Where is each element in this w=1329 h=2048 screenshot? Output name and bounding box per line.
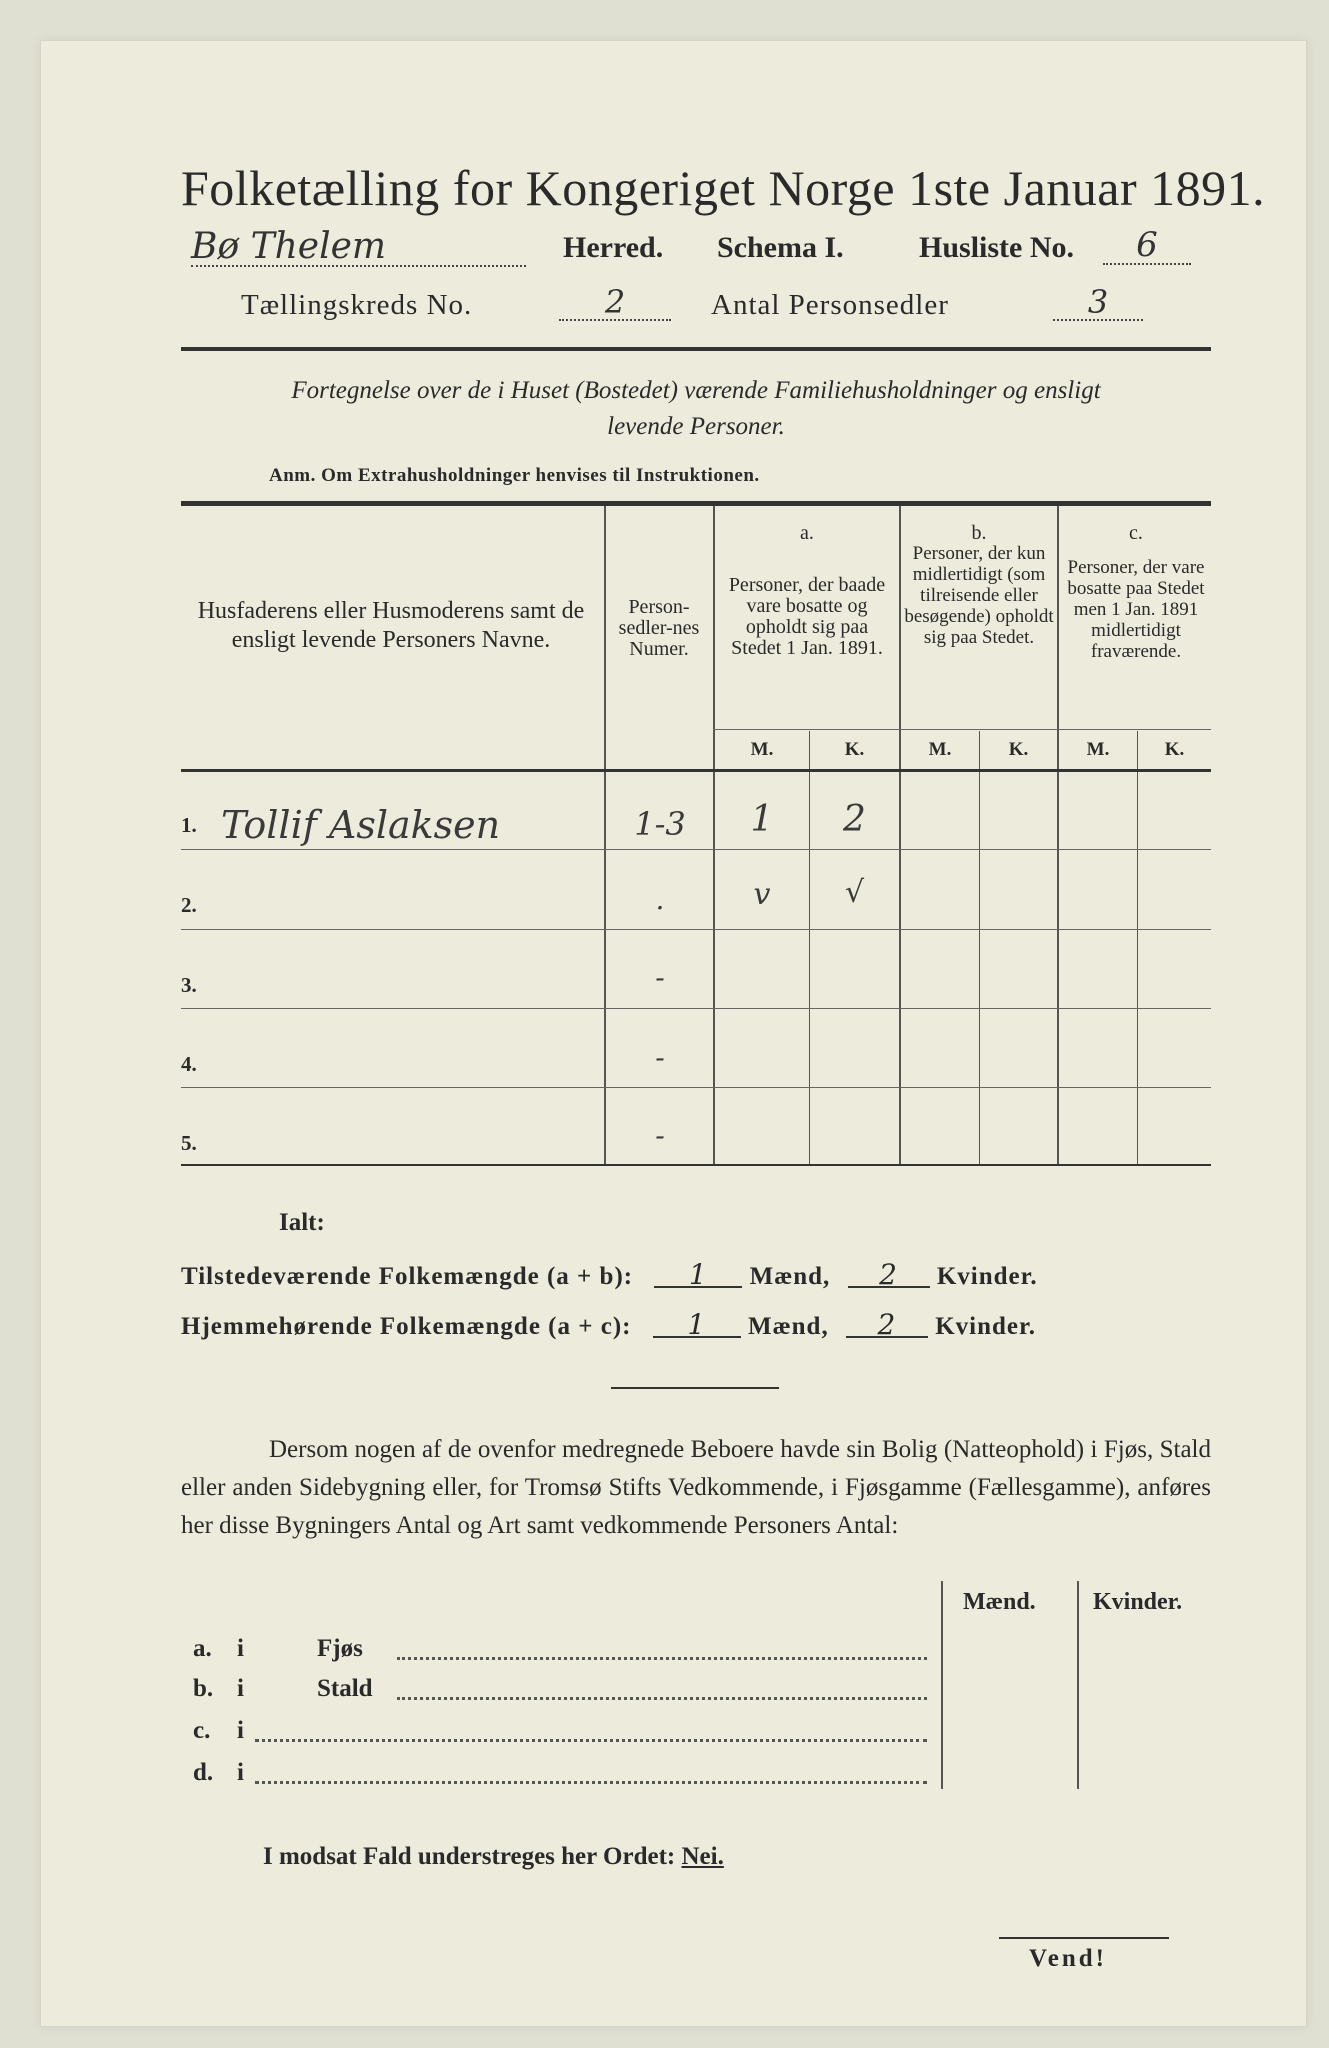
dotted-leader [397,1697,927,1700]
totals-row-present [181,1258,1038,1291]
row-number: 3. [181,973,197,997]
totals-present-kvinder: Kvinder. [936,1263,1038,1290]
totals-resident-k: 2 [846,1314,928,1338]
kreds-value: 2 [559,285,671,321]
vend-label: Vend! [1029,1945,1107,1972]
col-a-letter: a. [800,522,814,544]
col-a-m: M. [750,739,774,760]
buildings-divider [1077,1581,1079,1789]
buildings-row-i: i [237,1675,244,1702]
buildings-col-kvinder: Kvinder. [1093,1589,1183,1615]
row-rule [181,1087,1211,1088]
totals-present-maend: Mænd, [749,1263,831,1290]
intro-line-1: Fortegnelse over de i Huset (Bostedet) værende Familiehusholdninger og ensligt [291,377,1101,404]
col-b-m: M. [928,739,952,760]
row-numer: - [655,1041,665,1074]
row-number: 1. [181,813,197,837]
row-a-m: v [753,877,771,912]
row-a-m: 1 [750,799,774,840]
husliste-value: 6 [1103,227,1191,265]
census-form-page [40,40,1307,2027]
row-rule [181,849,1211,850]
header-rule [181,347,1211,351]
intro-line-2: levende Personer. [607,413,785,440]
personsedler-label: Antal Personsedler [711,289,949,321]
row-numer: - [655,1119,665,1152]
col-b-k: K. [1008,739,1029,760]
totals-present-label: Tilstedeværende Folkemængde (a + b): [181,1263,634,1290]
mk-divider [1137,731,1138,1164]
col-b-letter: b. [971,522,987,544]
mk-divider [979,731,980,1164]
row-numer: 1-3 [634,805,686,843]
table-divider [604,506,606,1164]
row-number: 2. [181,893,197,917]
personsedler-value: 3 [1053,285,1143,321]
buildings-col-maend: Mænd. [963,1589,1036,1615]
buildings-divider [941,1581,943,1789]
table-divider [899,506,901,1164]
footer-word-nei: Nei. [681,1843,724,1870]
row-name: Tollif Aslaksen [221,803,501,847]
row-number: 4. [181,1052,197,1076]
kreds-label: Tællingskreds No. [241,289,473,321]
row-numer: . [655,883,665,916]
buildings-row-letter: a. [193,1635,212,1662]
totals-resident-kvinder: Kvinder. [935,1313,1037,1340]
buildings-row-i: i [237,1759,244,1786]
header-bottom-rule [181,769,1211,772]
separator-rule [611,1387,779,1389]
dotted-leader [255,1739,927,1742]
col-c-k: K. [1164,739,1185,760]
row-number: 5. [181,1131,197,1155]
totals-resident-m: 1 [653,1314,741,1338]
table-divider [1057,506,1059,1164]
mk-divider [809,731,810,1164]
herred-value: Bø Thelem [191,229,526,267]
totals-resident-label: Hjemmehørende Folkemængde (a + c): [181,1313,632,1340]
footer-text: I modsat Fald understreges her Ordet: [263,1843,676,1870]
totals-present-k: 2 [848,1264,930,1288]
row-rule [181,929,1211,930]
mk-top-rule [713,729,1211,730]
col-header-names: Husfaderens eller Husmoderens samt de ensligt levende Personers Navne. [197,598,585,653]
footer-instruction [263,1843,724,1871]
dotted-leader [255,1781,927,1784]
row-rule [181,1008,1211,1009]
dotted-leader [397,1657,927,1660]
totals-row-resident [181,1308,1037,1341]
vend-rule [999,1937,1169,1939]
form-title: Folketælling for Kongeriget Norge 1ste Januar 1891. [181,160,1266,216]
row-numer: - [655,961,665,994]
totals-resident-maend: Mænd, [747,1313,829,1340]
col-header-b: Personer, der kun midlertidigt (som tilreisende eller besøgende) opholdt sig paa Stedet. [904,543,1054,648]
anm-note: Anm. Om Extrahusholdninger henvises til Instruktionen. [269,465,760,486]
col-header-c: Personer, der vare bosatte paa Stedet men 1 Jan. 1891 midlertidigt fraværende. [1067,557,1205,662]
totals-present-m: 1 [654,1264,742,1288]
buildings-row-i: i [237,1635,244,1662]
husliste-label: Husliste No. [919,231,1075,264]
table-bottom-rule [181,1164,1211,1166]
buildings-paragraph: Dersom nogen af de ovenfor medregnede Beboere havde sin Bolig (Natteophold) i Fjøs, Stald eller anden Sidebygning eller, for Tromsø Stifts Vedkommende, i Fjøsgamme (Fællesgamme), anføres her disse Bygningers Antal og Art samt vedkommende Personers Antal: [181,1436,1211,1539]
buildings-row-label: Stald [317,1675,373,1702]
col-c-m: M. [1086,739,1110,760]
buildings-row-letter: b. [193,1675,214,1702]
row-a-k: √ [844,875,865,910]
buildings-row-letter: c. [193,1717,211,1744]
row-a-k: 2 [843,799,866,840]
buildings-row-label: Fjøs [317,1635,363,1662]
col-header-numer: Person-sedler-nes Numer. [618,596,700,660]
col-a-k: K. [844,739,865,760]
ialt-label: Ialt: [279,1209,325,1236]
buildings-row-i: i [237,1717,244,1744]
col-c-letter: c. [1129,522,1143,544]
herred-label: Herred. [563,231,664,264]
schema-label: Schema I. [717,231,844,264]
buildings-row-letter: d. [193,1759,214,1786]
col-header-a: Personer, der baade vare bosatte og opholdt sig paa Stedet 1 Jan. 1891. [728,574,886,659]
